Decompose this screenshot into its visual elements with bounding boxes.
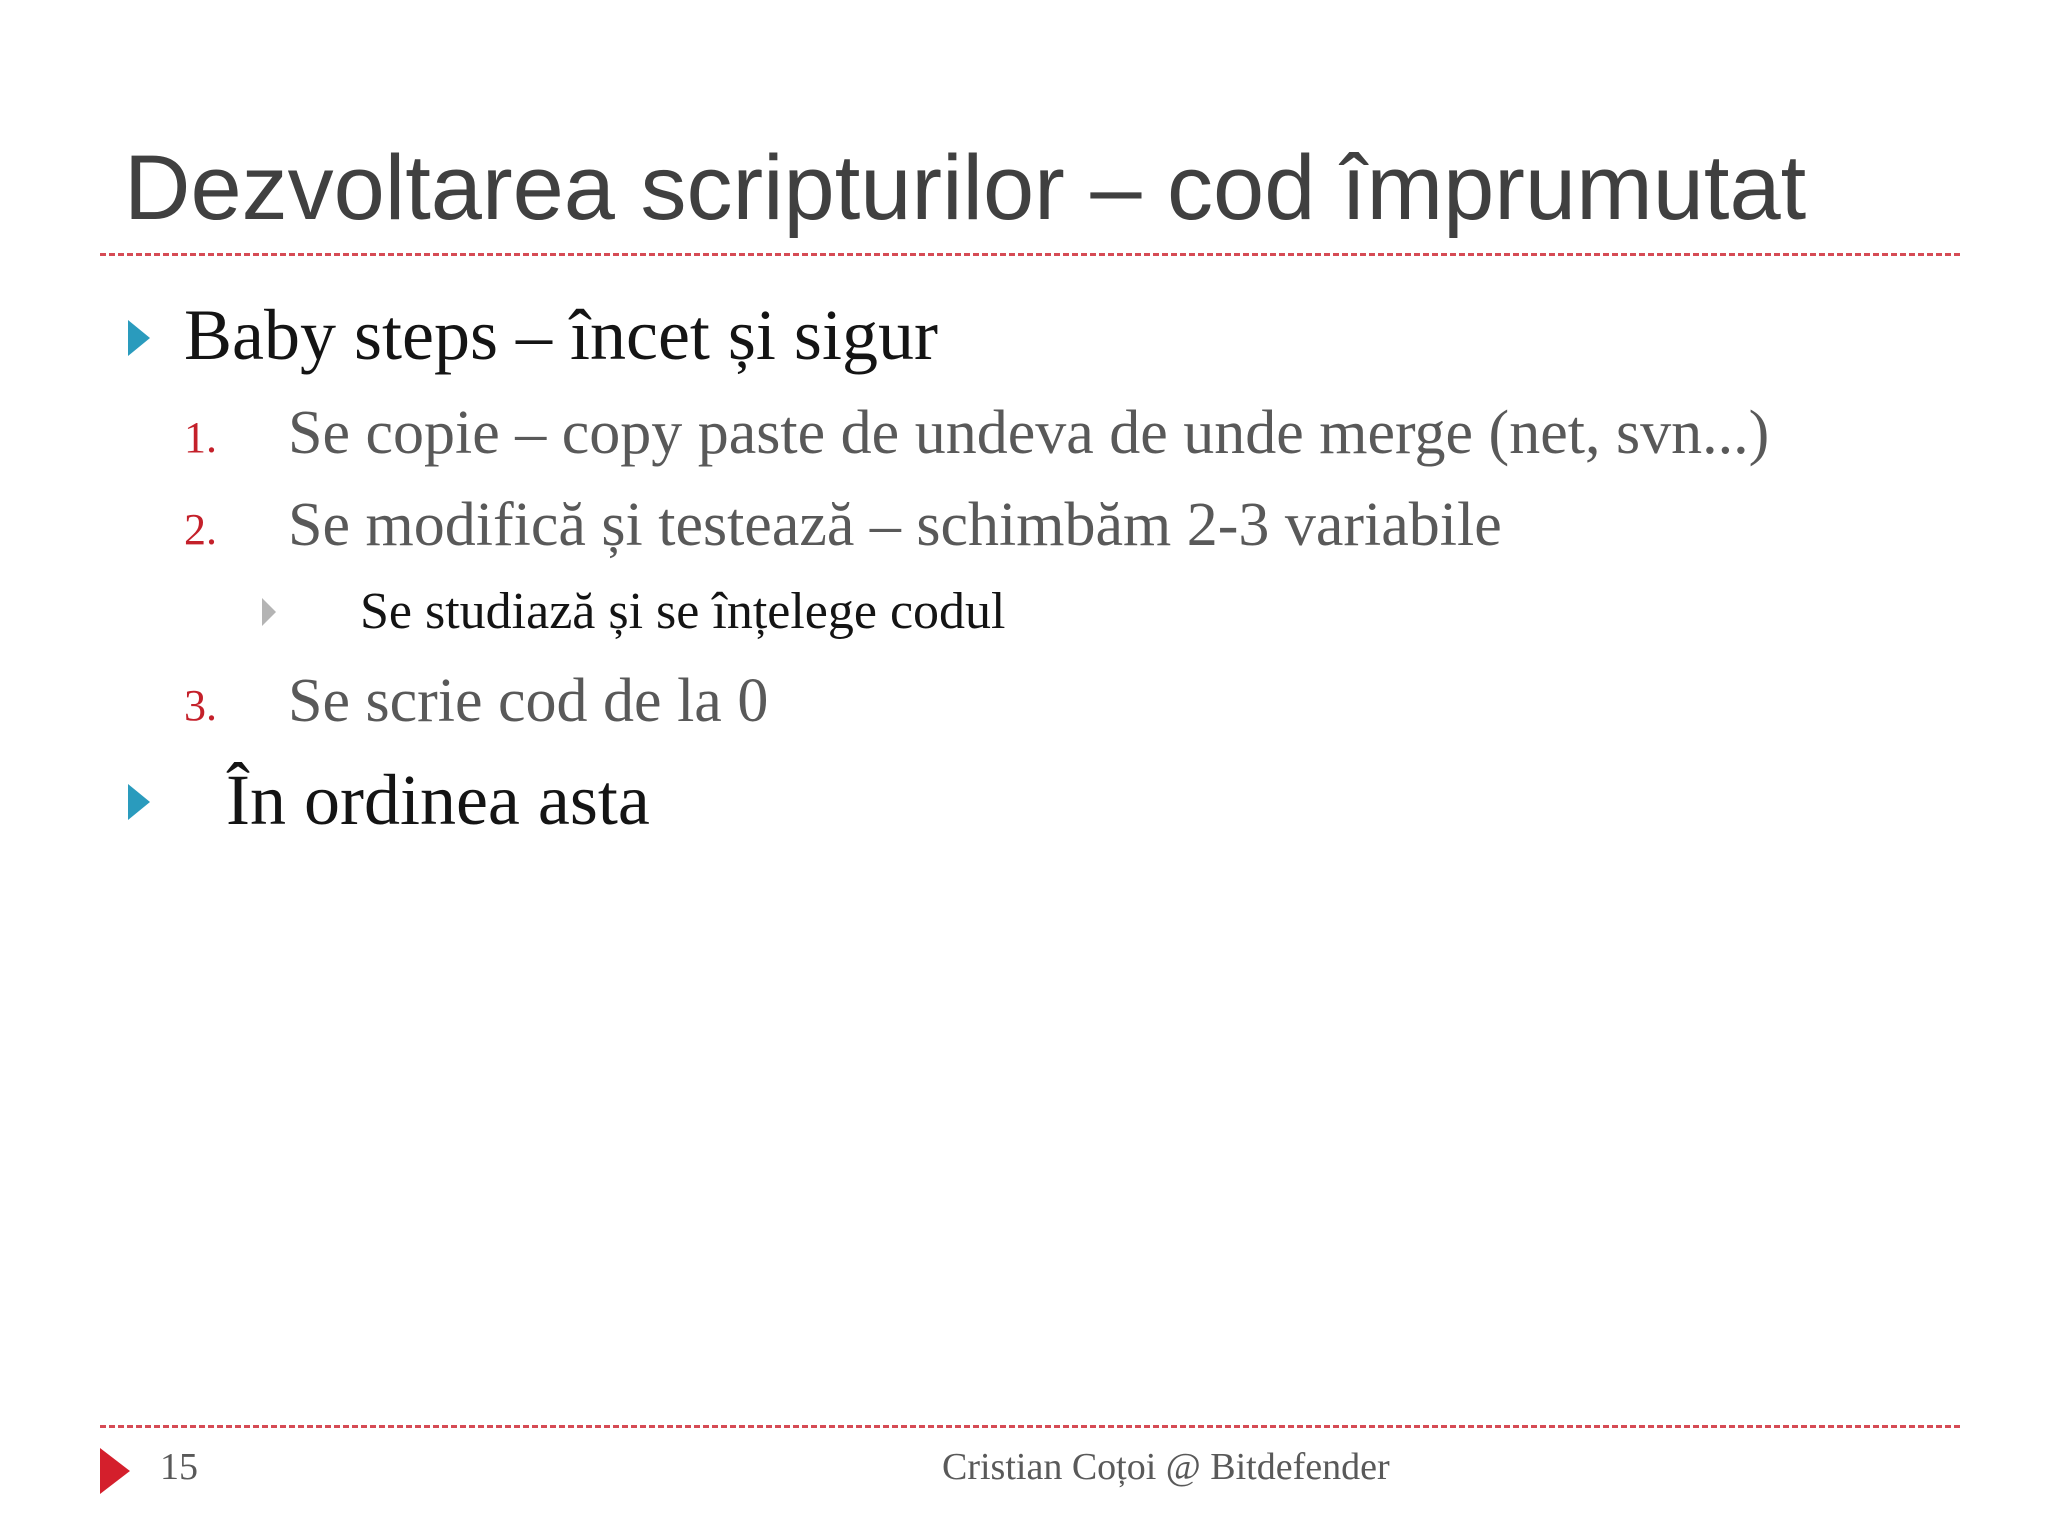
bullet-order: În ordinea asta: [226, 760, 650, 840]
sub-bullet-triangle-icon: [262, 598, 276, 626]
list-number: 3.: [184, 681, 217, 730]
list-number: 2.: [184, 505, 217, 554]
footer-divider: [100, 1425, 1960, 1428]
slide-title: Dezvoltarea scripturilor – cod împrumutat: [124, 137, 1807, 239]
footer-marker-icon: [100, 1448, 130, 1494]
bullet-triangle-icon: [128, 320, 150, 356]
list-item-copy: Se copie – copy paste de undeva de unde merge (net, svn...): [288, 399, 1770, 467]
footer-author: Cristian Coțoi @ Bitdefender: [942, 1446, 1390, 1488]
list-item-write: Se scrie cod de la 0: [288, 667, 769, 735]
list-item-modify: Se modifică și testează – schimbăm 2-3 variabile: [288, 491, 1502, 559]
bullet-triangle-icon: [128, 784, 150, 820]
title-divider: [100, 253, 1960, 256]
bullet-baby-steps: Baby steps – încet și sigur: [184, 295, 938, 375]
list-number: 1.: [184, 413, 217, 462]
slide-number: 15: [160, 1446, 198, 1488]
sub-bullet-study: Se studiază și se înțelege codul: [360, 583, 1006, 640]
